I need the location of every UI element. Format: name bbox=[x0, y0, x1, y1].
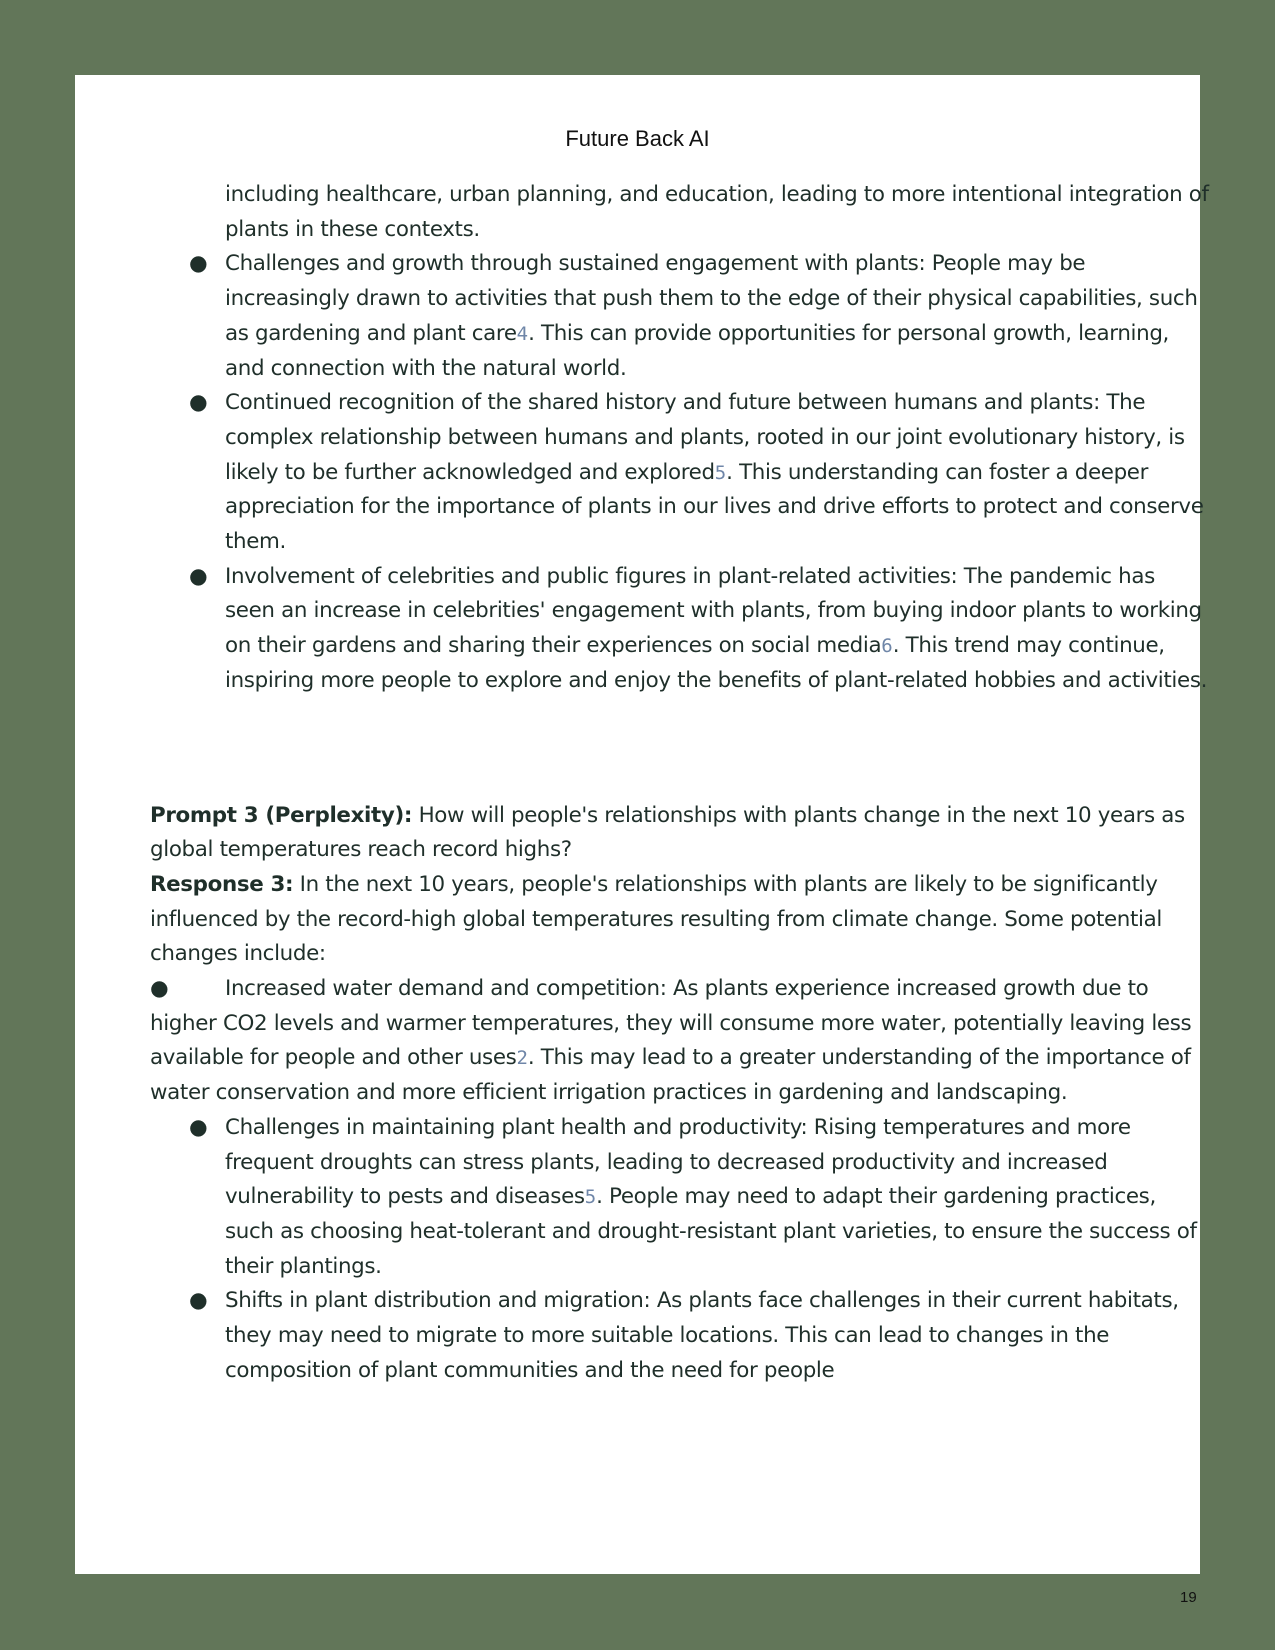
bullet-icon: ● bbox=[189, 390, 208, 416]
footnote-ref[interactable]: 2 bbox=[516, 1047, 528, 1070]
document-body bbox=[150, 178, 1210, 1389]
bullet-icon: ● bbox=[189, 251, 208, 277]
list-item bbox=[150, 1284, 1210, 1388]
bullet-text: Challenges and growth through sustained engagement with plants: People may be increasingly drawn to activities that push them to the edge of their physical capabilities, such as gardening and plant care bbox=[225, 251, 1198, 346]
list-item bbox=[150, 560, 1210, 699]
bullet-text: . This understanding can foster a deeper appreciation for the importance of plants in our lives and drive efforts to protect and conserve them. bbox=[225, 459, 1204, 555]
bullet-text: . People may need to adapt their gardening practices, such as choosing heat-tolerant and drought-resistant plant varieties, to ensure the success of their plantings. bbox=[225, 1184, 1197, 1279]
prompt-text: How will people's relationships with plants change in the next 10 years as global temperatures reach record highs? bbox=[150, 802, 1185, 863]
flat-bullet-paragraph bbox=[150, 972, 1210, 1111]
response-label: Response 3: bbox=[150, 871, 294, 897]
bullet-text: . This can provide opportunities for personal growth, learning, and connection with the natural world. bbox=[225, 320, 1170, 381]
bullet-text: Challenges in maintaining plant health and productivity: Rising temperatures and more frequent droughts can stress plants, leading to decreased productivity and increased vulnerability to pests and diseases bbox=[225, 1114, 1131, 1210]
footnote-ref[interactable]: 5 bbox=[584, 1186, 597, 1209]
page-number: 19 bbox=[1180, 1589, 1197, 1606]
prompt-paragraph bbox=[150, 799, 1210, 868]
bullet-list-section2 bbox=[150, 1111, 1210, 1389]
list-item bbox=[150, 247, 1210, 386]
footnote-ref[interactable]: 5 bbox=[714, 461, 727, 484]
bullet-text: . This may lead to a greater understanding of the importance of water conservation and more efficient irrigation practices in gardening and landscaping. bbox=[150, 1045, 1191, 1106]
bullet-icon: ● bbox=[189, 1288, 208, 1314]
document-page bbox=[75, 75, 1209, 1574]
list-item bbox=[150, 1111, 1210, 1285]
bullet-icon: ● bbox=[189, 563, 208, 589]
prompt-label: Prompt 3 (Perplexity): bbox=[150, 802, 413, 828]
bullet-text: . This trend may continue, inspiring more people to explore and enjoy the benefits of plant-related hobbies and activities. bbox=[225, 633, 1208, 693]
response-text: In the next 10 years, people's relationships with plants are likely to be significantly influenced by the record-high global temperatures resulting from climate change. Some potential changes include: bbox=[150, 871, 1162, 967]
list-item bbox=[150, 386, 1210, 560]
response-paragraph bbox=[150, 868, 1210, 972]
bullet-icon: ● bbox=[189, 1114, 208, 1140]
footnote-ref[interactable]: 4 bbox=[516, 322, 529, 345]
bullet-icon: ● bbox=[150, 976, 169, 1002]
bullet-text: Shifts in plant distribution and migration: As plants face challenges in their current habitats, they may need to migrate to more suitable locations. This can lead to changes in the composition of plant communities and the need for people bbox=[225, 1288, 1179, 1383]
section-spacer bbox=[150, 699, 1210, 799]
page-header-title: Future Back AI bbox=[565, 126, 710, 151]
bullet-continuation-text: including healthcare, urban planning, and education, leading to more intentional integration of plants in these contexts. bbox=[225, 182, 1209, 242]
footnote-ref[interactable]: 6 bbox=[881, 635, 893, 658]
bullet-text: Continued recognition of the shared history and future between humans and plants: The complex relationship between humans and plants, rooted in our joint evolutionary history, is likely to be further acknowledged and explored bbox=[225, 390, 1185, 485]
bullet-text: Involvement of celebrities and public figures in plant-related activities: The pandemic has seen an increase in celebrities' engagement with plants, from buying indoor plants to working on their gardens and sharing their experiences on social media bbox=[225, 563, 1202, 659]
bullet-text: Increased water demand and competition: As plants experience increased growth due to higher CO2 levels and warmer temperatures, they will consume more water, potentially leaving less available for people and other uses bbox=[150, 976, 1192, 1071]
bullet-list-section1 bbox=[150, 247, 1210, 698]
